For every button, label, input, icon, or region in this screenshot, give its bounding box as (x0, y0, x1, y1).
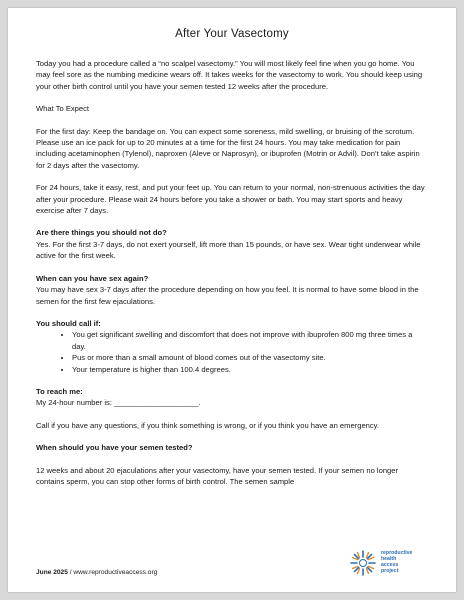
list-item: • You get significant swelling and discomfort that does not improve with ibuprofen 800 mg three times a day. (72, 329, 428, 352)
first-day-label: For the first day: (36, 126, 91, 136)
sex-question: When can you have sex again? (36, 273, 149, 283)
page-title: After Your Vasectomy (175, 28, 289, 40)
footer-url[interactable]: www.reproductiveaccess.org (73, 569, 158, 576)
document-page (8, 8, 456, 592)
intro-paragraph: Today you had a procedure called a “no scalpel vasectomy.” You will most likely feel fine when you go home. You may feel sore as the numbing medicine wears off. It takes weeks for the vasectomy to work. You should keep using your other birth control until you have your semen tested 12 weeks after the procedure. (36, 59, 423, 91)
call-if-list (36, 329, 428, 375)
document-body (36, 58, 428, 498)
24-hours-paragraph: For 24 hours, take it easy, rest, and put your feet up. You can return to your normal, non-strenuous activities the day after your procedure. Please wait 24 hours before you take a shower or bath. You may start sports and heavy exercise after 7 days. (36, 183, 425, 216)
semen-test-answer: 12 weeks and about 20 ejaculations after your vasectomy, have your semen tested. If your semen no longer contains sperm, you can stop other forms of birth control. The semen sample (36, 465, 399, 486)
not-do-answer: Yes. For the first 3-7 days, do not exert yourself, lift more than 15 pounds, or have sex. Wear tight underwear while active for the first week. (36, 239, 421, 261)
footer-date: June 2025 (36, 569, 68, 576)
section-heading-what-to-expect: What To Expect (36, 104, 90, 114)
not-do-question: Are there things you should not do? (36, 228, 167, 238)
footer: June 2025 / www.reproductiveaccess.org (36, 569, 158, 576)
sex-answer: You may have sex 3-7 days after the procedure depending on how you feel. It is normal to have some blood in the semen for the first few ejaculations. (36, 285, 419, 306)
logo-text: reproductive health access project (381, 550, 413, 574)
call-questions-paragraph: Call if you have any questions, if you think something is wrong, or if you think you have an emergency. (36, 420, 380, 430)
reach-me-label: To reach me: (36, 386, 83, 396)
24-hour-number-line: My 24-hour number is: ____________________. (36, 398, 201, 408)
sunburst-logo-icon (348, 548, 378, 578)
semen-test-question: When should you have your semen tested? (36, 443, 193, 453)
list-item: • Pus or more than a small amount of blood comes out of the vasectomy site. (72, 352, 428, 363)
first-day-paragraph (36, 126, 428, 172)
rhap-logo (348, 546, 436, 586)
call-if-heading: You should call if: (36, 318, 101, 328)
first-day-text: Keep the bandage on. You can expect some soreness, mild swelling, or bruising of the scrotum. Please use an ice pack for up to 20 minutes at a time for the first 24 hours. You may take medication for pain including acetaminophen (Tylenol), naproxen (Aleve or Naprosyn), or ibuprofen (Motrin or Advil). Don’t take aspirin for 2 days after the vasectomy. (36, 126, 420, 170)
list-item: • Your temperature is higher than 100.4 degrees. (72, 364, 428, 375)
